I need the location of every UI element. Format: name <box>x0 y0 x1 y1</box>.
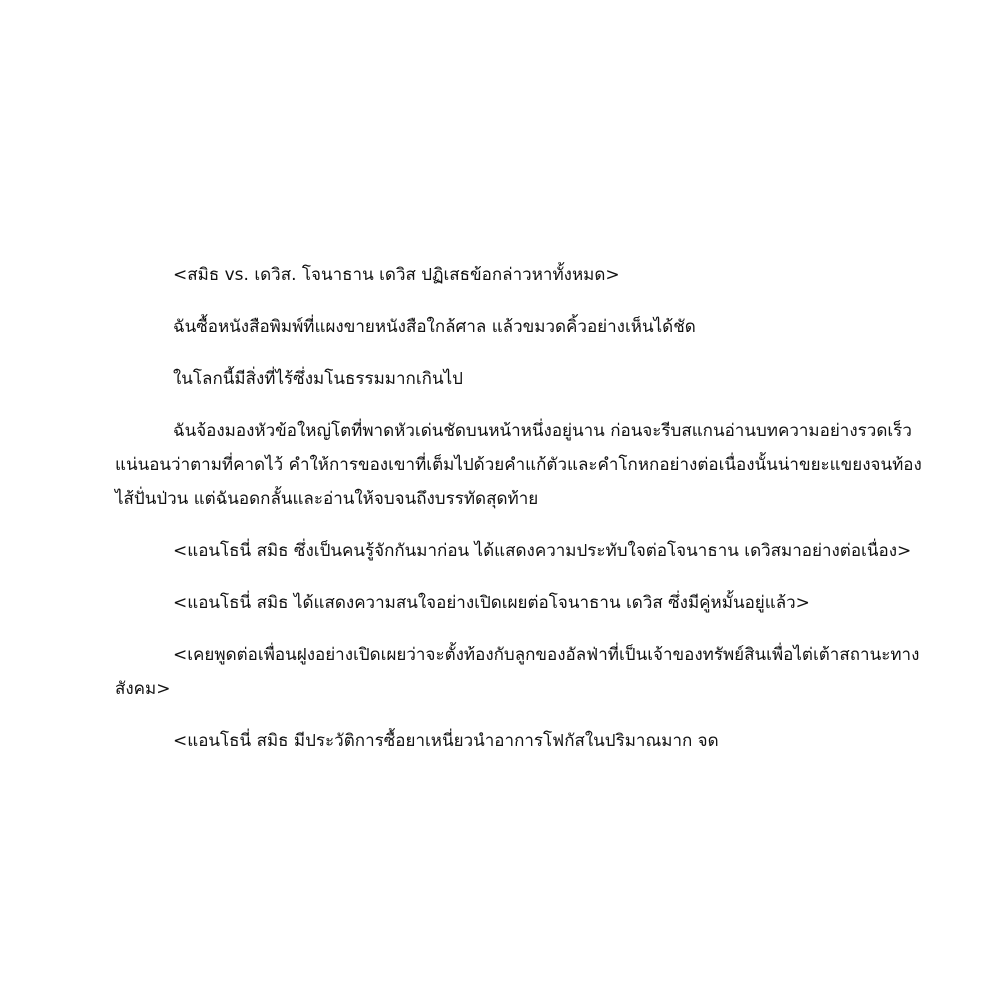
paragraph-quote-history: <แอนโธนี่ สมิธ มีประวัติการซื้อยาเหนี่ยวนำอาการโฟกัสในปริมาณมาก จด <box>173 731 719 751</box>
paragraph-quote-interest: <แอนโธนี่ สมิธ ได้แสดงความสนใจอย่างเปิดเผยต่อโจนาธาน เดวิส ซึ่งมีคู่หมั้นอยู่แล้ว> <box>173 593 810 613</box>
paragraph-no-conscience: ในโลกนี้มีสิ่งที่ไร้ซึ่งมโนธรรมมากเกินไป <box>173 369 463 389</box>
paragraph-bought-newspaper: ฉันซื้อหนังสือพิมพ์ที่แผงขายหนังสือใกล้ศาล แล้วขมวดคิ้วอย่างเห็นได้ชัด <box>173 317 696 337</box>
paragraph-headline-quote: <สมิธ vs. เดวิส. โจนาธาน เดวิส ปฏิเสธข้อกล่าวหาทั้งหมด> <box>173 265 620 285</box>
paragraph-read-article: ฉันจ้องมองหัวข้อใหญ่โตที่พาดหัวเด่นชัดบนหน้าหนึ่งอยู่นาน ก่อนจะรีบสแกนอ่านบทความอย่างรวดเร็ว แน่นอนว่าตามที่คาดไว้ คำให้การของเขาที่เต็มไปด้วยคำแก้ตัวและคำโกหกอย่างต่อเนื่องนั้นน่าขยะแขยงจนท้องไส้ปั่นป่วน แต่ฉันอดกลั้นและอ่านให้จบจนถึงบรรทัดสุดท้าย <box>115 421 922 509</box>
document-body <box>115 258 925 776</box>
paragraph-quote-friends: <เคยพูดต่อเพื่อนฝูงอย่างเปิดเผยว่าจะตั้งท้องกับลูกของอัลฟ่าที่เป็นเจ้าของทรัพย์สินเพื่อไต่เต้าสถานะทางสังคม> <box>115 645 920 699</box>
paragraph-quote-acquaintance: <แอนโธนี่ สมิธ ซึ่งเป็นคนรู้จักกันมาก่อน ได้แสดงความประทับใจต่อโจนาธาน เดวิสมาอย่างต่อเนื่อง> <box>173 541 912 561</box>
